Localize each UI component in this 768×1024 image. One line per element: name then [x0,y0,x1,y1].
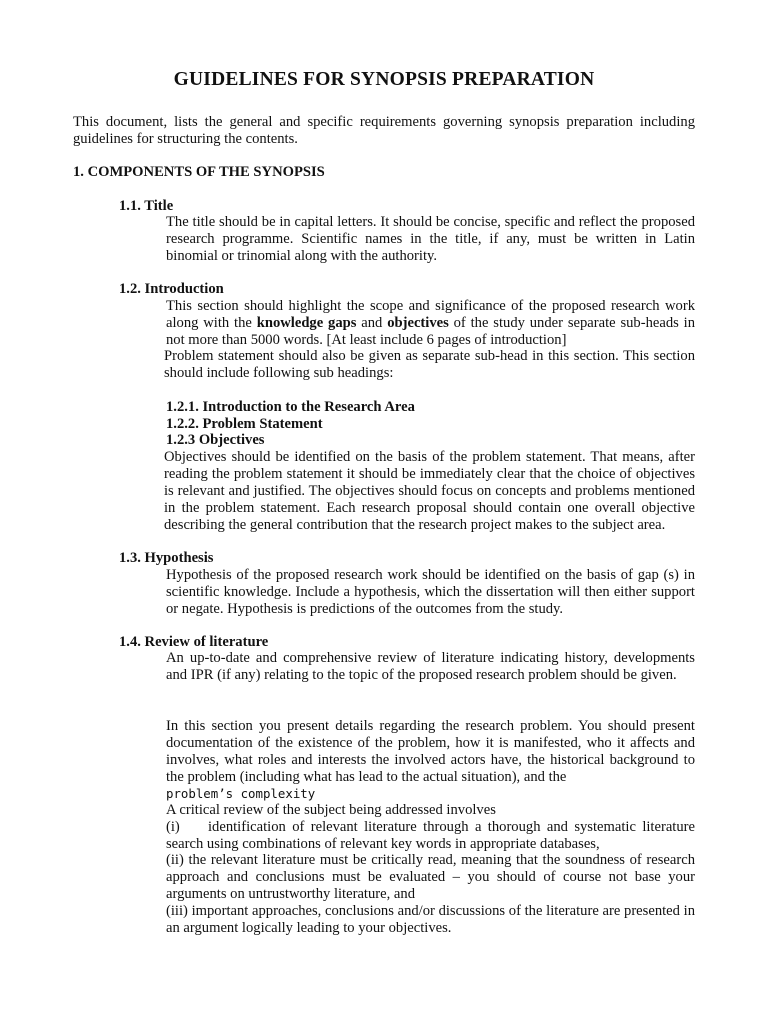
document-title: GUIDELINES FOR SYNOPSIS PREPARATION [173,69,595,90]
intro-text-a: This section should highlight the scope and significance of the proposed research work along with the [166,298,695,331]
intro-text-d: of the study under separate sub-heads in not more than 5000 words. [At least include 6 pages of introduction] [166,315,695,348]
section-1-1-body: The title should be in capital letters. It should be concise, specific and reflect the proposed research programme. Scientific names in the title, if any, must be written in Latin binomial or trinomial along with the authority. [166,214,695,264]
section-1-4-heading: 1.4. Review of literature [119,634,269,650]
review-item-1-label: (i) [166,819,180,835]
review-item-1-text: identification of relevant literature through a thorough and systematic literature search using combinations of relevant key words in appropriate databases, [166,819,695,852]
subsection-1-2-2-heading: 1.2.2. Problem Statement [166,416,323,432]
section-1-2-paragraph-2: Problem statement should also be given as separate sub-head in this section. This section should include following sub headings: [164,348,695,381]
subsection-1-2-1-heading: 1.2.1. Introduction to the Research Area [166,399,415,415]
section-1-2-paragraph-1 [166,298,695,349]
section-1-4-paragraph-1: An up-to-date and comprehensive review of literature indicating history, developments and IPR (if any) relating to the topic of the proposed research problem should be given. [166,650,695,683]
objectives-emphasis: objectives [387,315,449,331]
section-1-2-heading: 1.2. Introduction [119,281,224,297]
intro-paragraph: This document, lists the general and specific requirements governing synopsis preparation including guidelines for structuring the contents. [73,114,695,147]
intro-text-c: and [356,315,388,331]
problems-complexity-text: problem’s complexity [166,786,316,801]
knowledge-gaps-emphasis: knowledge gaps [256,315,357,331]
subsection-1-2-3-heading: 1.2.3 Objectives [166,432,265,448]
review-item-1 [166,819,695,853]
objectives-body: Objectives should be identified on the basis of the problem statement. That means, after reading the problem statement it should be immediately clear that the choice of objectives is relevant and justified. The objectives should focus on concepts and problems mentioned in the problem statement. Each research proposal should contain one overall objective describing the general contribution that the research project makes to the subject area. [164,449,695,533]
review-item-3: (iii) important approaches, conclusions and/or discussions of the literature are presented in an argument logically leading to your objectives. [166,903,695,936]
section-1-3-heading: 1.3. Hypothesis [119,550,214,566]
section-1-3-body: Hypothesis of the proposed research work should be identified on the basis of gap (s) in scientific knowledge. Include a hypothesis, which the dissertation will then either support or negate. Hypothesis is predictions of the outcomes from the study. [166,567,695,617]
section-1-heading: 1. COMPONENTS OF THE SYNOPSIS [73,164,325,180]
section-1-1-heading: 1.1. Title [119,198,174,214]
review-item-2: (ii) the relevant literature must be critically read, meaning that the soundness of research approach and conclusions must be evaluated – you should of course not base your arguments on untrustworthy literature, and [166,852,695,902]
critical-review-intro: A critical review of the subject being addressed involves [166,802,496,818]
section-1-4-paragraph-2: In this section you present details regarding the research problem. You should present documentation of the existence of the problem, how it is manifested, who it affects and involves, what roles and interests the involved actors have, the historical background to the problem (including what has lead to the actual situation), and the [166,718,695,785]
